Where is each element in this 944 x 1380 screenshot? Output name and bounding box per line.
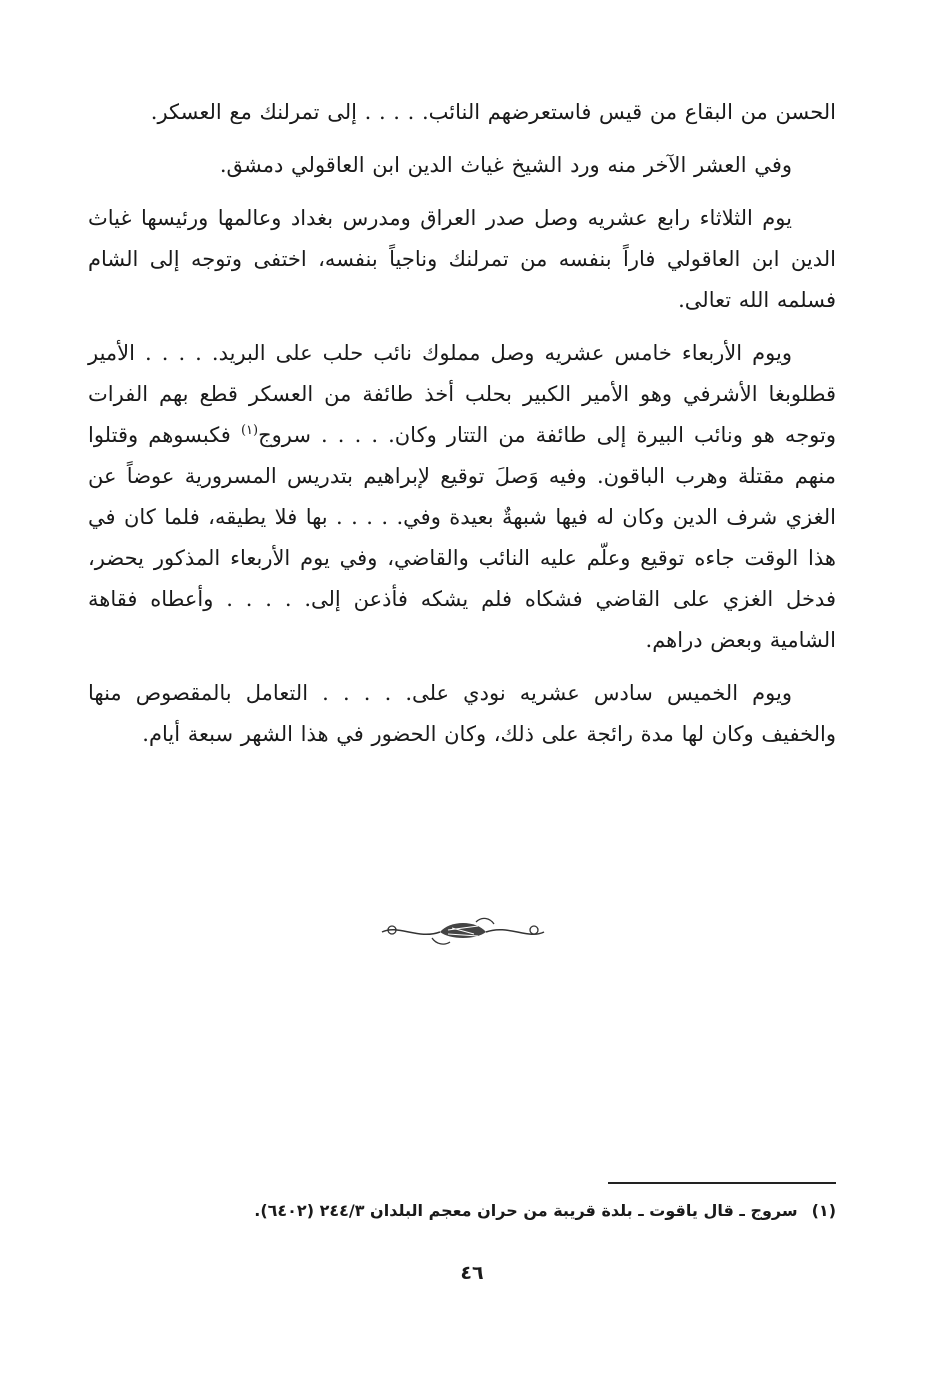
floral-divider-icon — [378, 910, 548, 950]
paragraph-2: وفي العشر الآخر منه ورد الشيخ غياث الدين ابن العاقولي دمشق. — [219, 153, 792, 177]
footnote-number: (١) — [811, 1201, 836, 1220]
paragraph-4-part-2: فكبسوهم وقتلوا منهم مقتلة وهرب الباقون. وفيه وَصلَ توقيع لإبراهيم بتدريس المسرورية عوضاً عن الغزي شرف الدين وكان له فيها شبهةٌ بعيدة وفي. . . . . بها فلا يطيقه، فلما كان في هذا الوقت جاءه توقيع وعلّم عليه النائب والقاضي، وفي يوم الأربعاء المذكور يحضر، فدخل الغزي على القاضي فشكاه فلم يشكه فأذعن إلى. . . . . وأعطاه فقاهة الشامية وبعض دراهم. — [88, 423, 836, 652]
paragraph-5: ويوم الخميس سادس عشريه نودي على. . . . . التعامل بالمقصوص منها والخفيف وكان لها مدة رائجة على ذلك، وكان الحضور في هذا الشهر سبعة أيام. — [88, 681, 836, 746]
paragraph-4-part-1: ويوم الأربعاء خامس عشريه وصل مملوك نائب حلب على البريد. . . . . الأمير قطلوبغا الأشرفي وهو الأمير الكبير بحلب أخذ طائفة من العسكر قطع بهم الفرات وتوجه هو ونائب البيرة إلى طائفة من التتار وكان. . . . . سروج — [88, 341, 837, 447]
page-number: ٤٦ — [460, 1262, 484, 1284]
footnote-text: سروج ـ قال ياقوت ـ بلدة قريبة من حران معجم البلدان ٢٤٤/٣ (٦٤٠٢). — [254, 1201, 798, 1220]
paragraph-4 — [88, 333, 836, 661]
paragraph-1: الحسن من البقاع من قيس فاستعرضهم النائب. . . . . إلى تمرلنك مع العسكر. — [150, 100, 836, 124]
paragraph-3: يوم الثلاثاء رابع عشريه وصل صدر العراق ومدرس بغداد وعالمها ورئيسها غياث الدين ابن العاقولي فاراً بنفسه من تمرلنك وناجياً بنفسه، اختفى وتوجه إلى الشام فسلمه الله تعالى. — [88, 206, 836, 312]
footnote-reference[interactable]: (١) — [240, 423, 259, 438]
footnote — [88, 1196, 836, 1226]
footnote-divider — [608, 1182, 836, 1184]
main-text — [88, 92, 836, 767]
